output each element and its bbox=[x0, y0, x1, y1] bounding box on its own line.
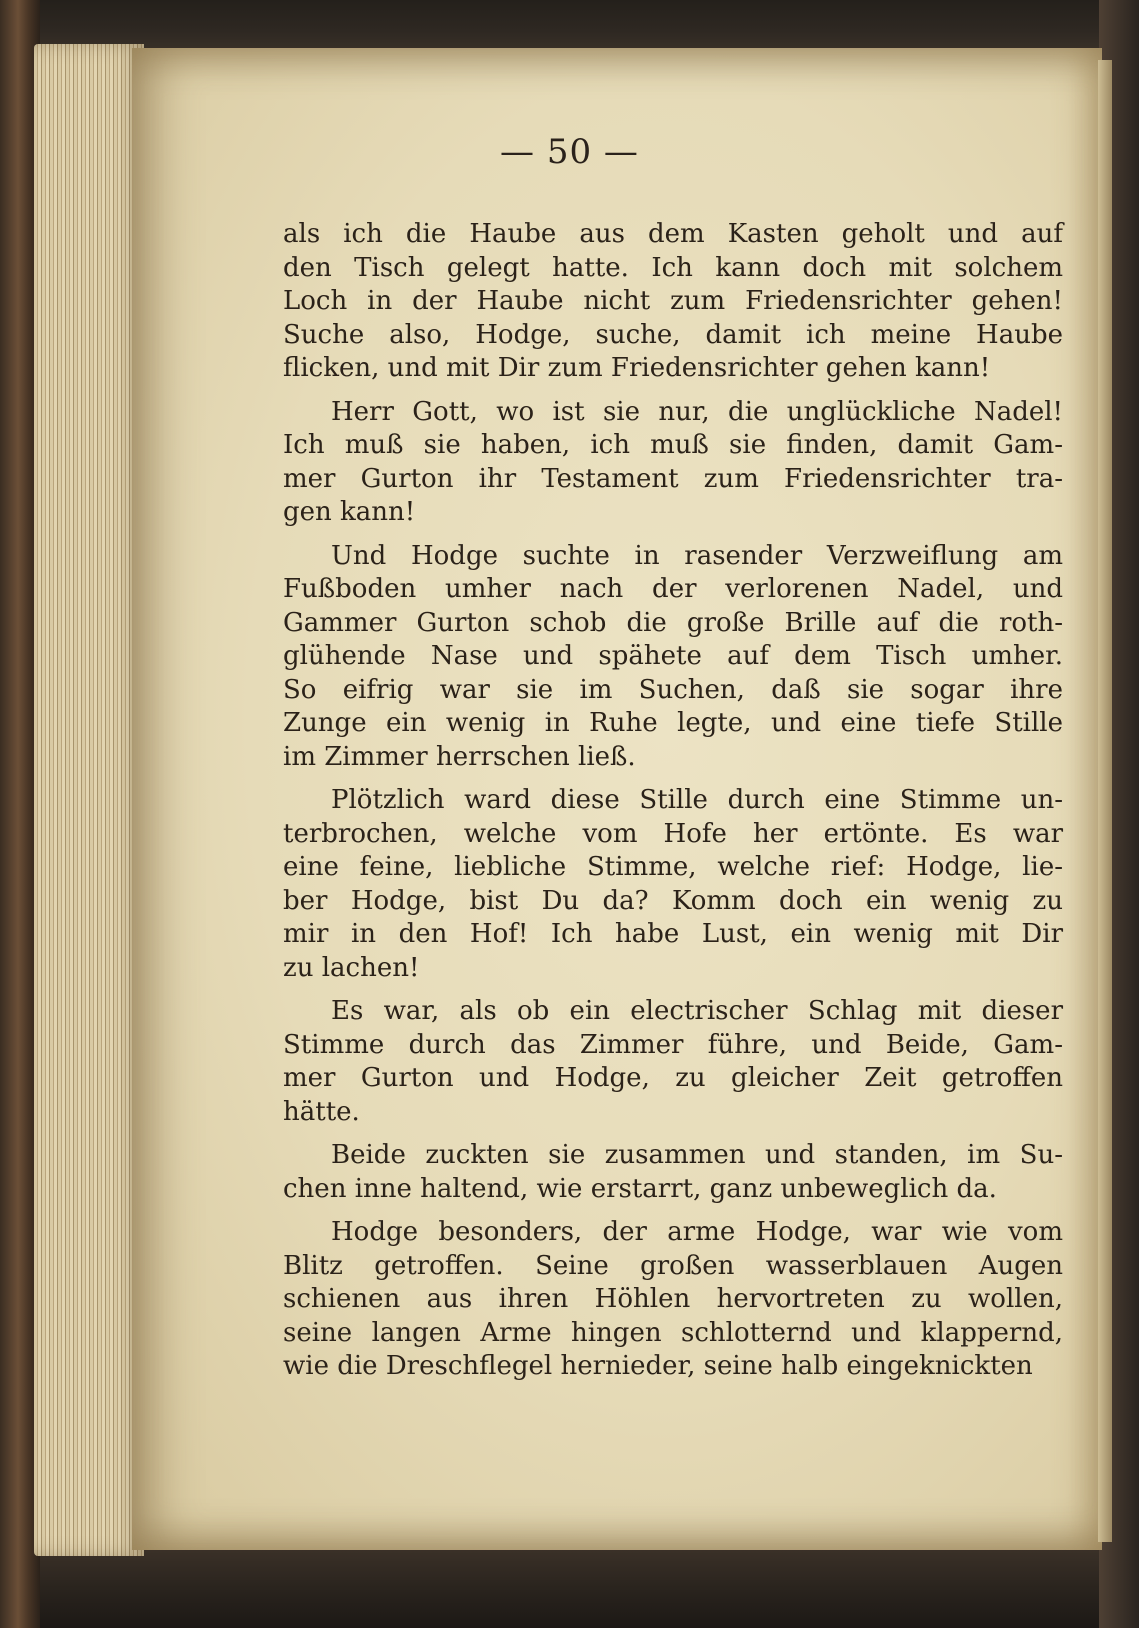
text-line: ber Hodge, bist Du da? Komm doch ein wenig zu bbox=[283, 885, 1063, 916]
text-line: schienen aus ihren Höhlen hervortreten zu wollen, bbox=[283, 1284, 1063, 1314]
text-line: terbrochen, welche vom Hofe her ertönte. Es war bbox=[283, 818, 1063, 849]
text-line: eine feine, liebliche Stimme, welche rief: Hodge, lie- bbox=[283, 852, 1063, 882]
text-line: zu lachen! bbox=[283, 952, 420, 983]
paragraph bbox=[283, 995, 1063, 1129]
text-line: Fußboden umher nach der verlorenen Nadel, und bbox=[283, 574, 1063, 604]
text-line: Hodge besonders, der arme Hodge, war wie vom bbox=[331, 1217, 1063, 1247]
paragraph bbox=[283, 396, 1063, 530]
page-number: — 50 — bbox=[500, 132, 639, 172]
text-line: Suche also, Hodge, suche, damit ich meine Haube bbox=[283, 319, 1063, 350]
book-cover-bottom bbox=[0, 1548, 1139, 1628]
text-line: Beide zuckten sie zusammen und standen, im Su- bbox=[331, 1140, 1063, 1170]
page-edges bbox=[34, 44, 144, 1556]
text-line: Stimme durch das Zimmer führe, und Beide, Gam- bbox=[283, 1029, 1063, 1060]
text-line: wie die Dreschflegel hernieder, seine halb eingeknickten bbox=[283, 1351, 1033, 1381]
text-line: Blitz getroffen. Seine großen wasserblauen Augen bbox=[283, 1250, 1063, 1281]
text-line: mer Gurton und Hodge, zu gleicher Zeit getroffen bbox=[283, 1063, 1063, 1093]
paragraph bbox=[283, 218, 1063, 386]
text-line: Loch in der Haube nicht zum Friedensrichter gehen! bbox=[283, 286, 1063, 316]
paragraph bbox=[283, 784, 1063, 985]
text-line: chen inne haltend, wie erstarrt, ganz unbeweglich da. bbox=[283, 1173, 997, 1204]
page-right-edge bbox=[1098, 60, 1112, 1542]
text-line: Plötzlich ward diese Stille durch eine Stimme un- bbox=[331, 785, 1063, 815]
text-line: seine langen Arme hingen schlotternd und klappernd, bbox=[283, 1317, 1063, 1348]
text-line: Gammer Gurton schob die große Brille auf die roth- bbox=[283, 607, 1063, 638]
text-line: gen kann! bbox=[283, 497, 416, 527]
text-line: Zunge ein wenig in Ruhe legte, und eine tiefe Stille bbox=[283, 708, 1063, 738]
paragraph bbox=[283, 1139, 1063, 1206]
text-line: hätte. bbox=[283, 1096, 360, 1127]
text-line: den Tisch gelegt hatte. Ich kann doch mit solchem bbox=[283, 252, 1063, 283]
book-cover-top bbox=[0, 0, 1139, 52]
text-line: mir in den Hof! Ich habe Lust, ein wenig mit Dir bbox=[283, 919, 1063, 949]
body-text bbox=[283, 218, 1063, 1394]
paragraph bbox=[283, 1216, 1063, 1384]
text-line: mer Gurton ihr Testament zum Friedensrichter tra- bbox=[283, 463, 1063, 494]
text-line: So eifrig war sie im Suchen, daß sie sogar ihre bbox=[283, 674, 1063, 705]
text-line: Ich muß sie haben, ich muß sie finden, damit Gam- bbox=[283, 430, 1063, 460]
paragraph bbox=[283, 540, 1063, 775]
text-line: als ich die Haube aus dem Kasten geholt und auf bbox=[283, 219, 1063, 249]
text-line: Herr Gott, wo ist sie nur, die unglückliche Nadel! bbox=[331, 396, 1063, 427]
text-line: Es war, als ob ein electrischer Schlag mit dieser bbox=[331, 996, 1063, 1026]
text-line: im Zimmer herrschen ließ. bbox=[283, 741, 636, 772]
text-line: glühende Nase und spähete auf dem Tisch umher. bbox=[283, 641, 1063, 671]
text-line: flicken, und mit Dir zum Friedensrichter gehen kann! bbox=[283, 353, 991, 383]
text-line: Und Hodge suchte in rasender Verzweiflung am bbox=[331, 540, 1063, 571]
